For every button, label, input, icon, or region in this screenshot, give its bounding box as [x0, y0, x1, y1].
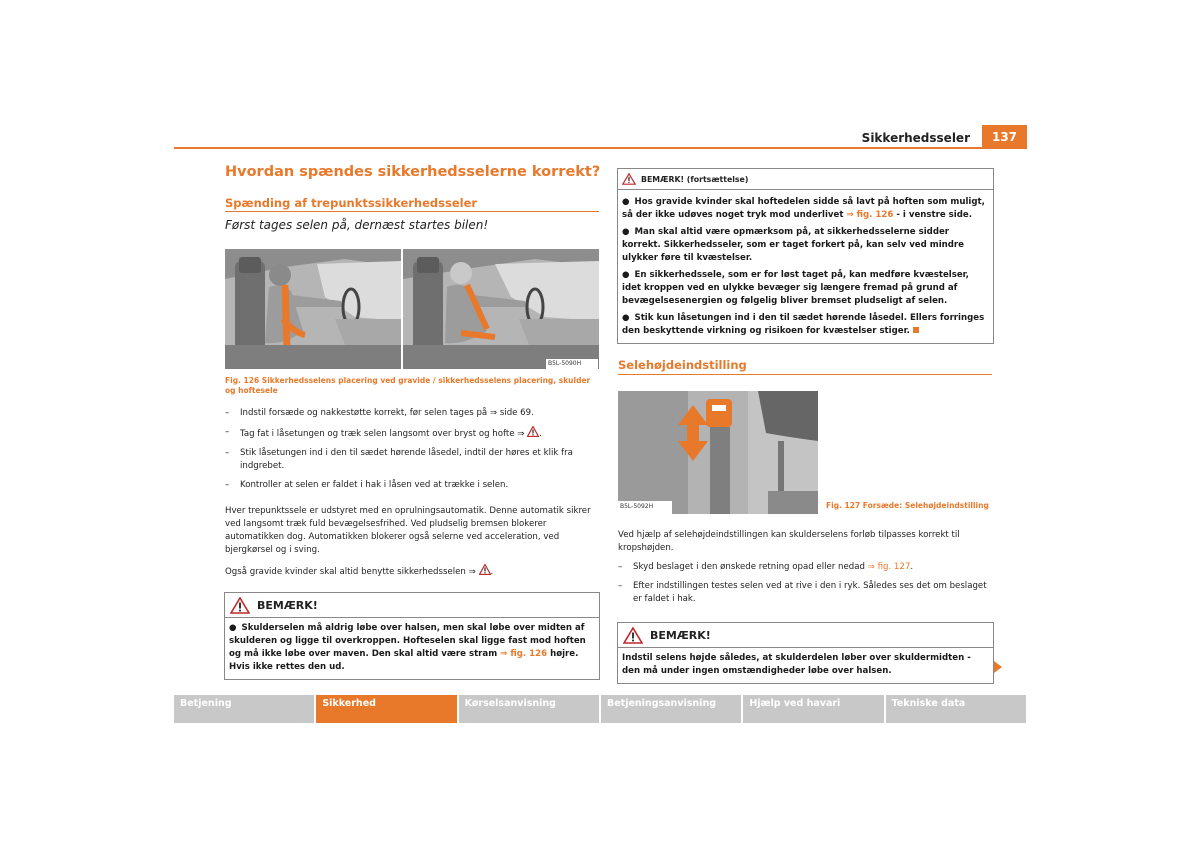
list-item: – Kontroller at selen er faldet i hak i låsen ved at trække i selen. — [225, 480, 509, 490]
warning-box-right — [617, 622, 994, 684]
warning-box-continued — [617, 168, 994, 344]
warning-header — [618, 169, 993, 190]
warning-header — [618, 623, 993, 648]
warning-box-left — [224, 592, 600, 680]
next-page-arrow-icon[interactable] — [994, 661, 1002, 673]
nav-tab-betjeningsanvisning[interactable]: Betjeningsanvisning — [601, 695, 741, 723]
page-title: Hvordan spændes sikkerhedsselerne korrekt? — [225, 164, 601, 180]
figure-code: B5L-5090H — [548, 360, 582, 367]
list-item: – Tag fat i låsetungen og træk selen langsomt over bryst og hofte ⇒ . — [225, 427, 542, 439]
warning-item: ● Stik kun låsetungen ind i den til sædet hørende låsedel. Ellers forringes den beskyttende virkning og risikoen for kvæstelser stiger. — [622, 313, 985, 336]
section-subtitle-height: Selehøjdeindstilling — [618, 358, 747, 372]
warning-triangle-icon — [230, 597, 250, 614]
chapter-nav — [174, 695, 1026, 723]
figure-code: B5L-5092H — [620, 503, 654, 510]
warning-item: ● Hos gravide kvinder skal hoftedelen sidde så lavt på hoften som muligt, så der ikke udøves noget tryk mod underlivet ⇒ fig. 126 - i venstre side. — [622, 197, 985, 220]
page-number: 137 — [982, 125, 1027, 149]
nav-tab-hjaelp-ved-havari[interactable]: Hjælp ved havari — [743, 695, 883, 723]
subtitle-rule — [618, 374, 992, 375]
list-item: – Skyd beslaget i den ønskede retning opad eller nedad ⇒ fig. 127. — [618, 562, 914, 572]
end-square-icon — [913, 327, 919, 333]
warning-header — [225, 593, 599, 618]
height-instruction-list — [618, 561, 992, 612]
figure-127-caption: Fig. 127 Forsæde: Selehøjdeindstilling — [826, 501, 989, 510]
figure-126-seatbelt-placement — [225, 249, 599, 369]
list-item: – Efter indstillingen testes selen ved at rive i den i ryk. Således ses det om beslaget er faldet i hak. — [618, 581, 987, 604]
fig-126-link[interactable]: ⇒ fig. 126 — [846, 210, 894, 220]
warning-title: BEMÆRK! — [650, 628, 711, 642]
figure-126-caption: Fig. 126 Sikkerhedsselens placering ved gravide / sikkerhedsselens placering, skulder og hoftesele — [225, 376, 591, 395]
warning-item: ● Man skal altid være opmærksom på, at sikkerhedsselerne sidder korrekt. Sikkerhedsseler, som er taget forkert på, kan selv ved mindre ulykker føre til kvæstelser. — [622, 227, 965, 263]
intro-text: Først tages selen på, dernæst startes bilen! — [225, 218, 489, 232]
retractor-paragraph: Hver trepunktssele er udstyret med en oprulningsautomatik. Denne automatik sikrer ved langsomt træk fuld bevægelsesfrihed. Ved pludselig bremsen blokerer automatikken dog. Automatikken blokerer også selerne ved acceleration, ved bjergkørsel og i sving. — [225, 506, 591, 555]
warning-triangle-icon — [623, 627, 643, 644]
list-item: – Indstil forsæde og nakkestøtte korrekt, før selen tages på ⇒ side 69. — [225, 408, 534, 418]
nav-tab-tekniske-data[interactable]: Tekniske data — [886, 695, 1026, 723]
nav-tab-korselsanvisning[interactable]: Kørselsanvisning — [459, 695, 599, 723]
warning-title: BEMÆRK! (fortsættelse) — [641, 174, 749, 184]
warning-body: ● Skulderselen må aldrig løbe over halsen, men skal løbe over midten af skulderen og ligge til overkroppen. Hofteselen skal ligge fast mod hoften og må ikke løbe over maven. Den skal altid være stram ⇒ fig. 126 højre. Hvis ikke rettes den ud. — [229, 623, 586, 672]
section-title: Sikkerhedsseler — [861, 131, 970, 145]
warning-triangle-icon — [479, 564, 491, 575]
nav-tab-betjening[interactable]: Betjening — [174, 695, 314, 723]
fig-126-link[interactable]: ⇒ fig. 126 — [500, 649, 548, 659]
warning-triangle-icon — [622, 173, 636, 185]
header-rule — [174, 147, 1026, 149]
instruction-list — [225, 407, 599, 498]
height-paragraph: Ved hjælp af selehøjdeindstillingen kan skulderselens forløb tilpasses korrekt til kropshøjden. — [618, 530, 960, 553]
fig-127-link[interactable]: ⇒ fig. 127 — [867, 562, 911, 572]
warning-triangle-icon — [527, 426, 539, 437]
warning-item: ● En sikkerhedssele, som er for løst taget på, kan medføre kvæstelser, idet kroppen ved en ulykke bevæger sig længere fremad på grund af bevægelsesenergien og følgelig bliver bremset pludseligt af selen. — [622, 270, 969, 306]
warning-body — [618, 190, 993, 343]
warning-body: Indstil selens højde således, at skulderdelen løber over skuldermidten - den må under ingen omstændigheder løbe over halsen. — [622, 653, 971, 676]
figure-127-belt-height — [618, 391, 818, 514]
warning-title: BEMÆRK! — [257, 598, 318, 612]
section-subtitle: Spænding af trepunktssikkerhedsseler — [225, 196, 478, 210]
list-item: – Stik låsetungen ind i den til sædet hørende låsedel, indtil der høres et klik fra indgrebet. — [225, 448, 573, 471]
pregnant-paragraph: Også gravide kvinder skal altid benytte sikkerhedsselen ⇒ . — [225, 564, 597, 579]
subtitle-rule — [225, 211, 599, 212]
nav-tab-sikkerhed[interactable]: Sikkerhed — [316, 695, 456, 723]
